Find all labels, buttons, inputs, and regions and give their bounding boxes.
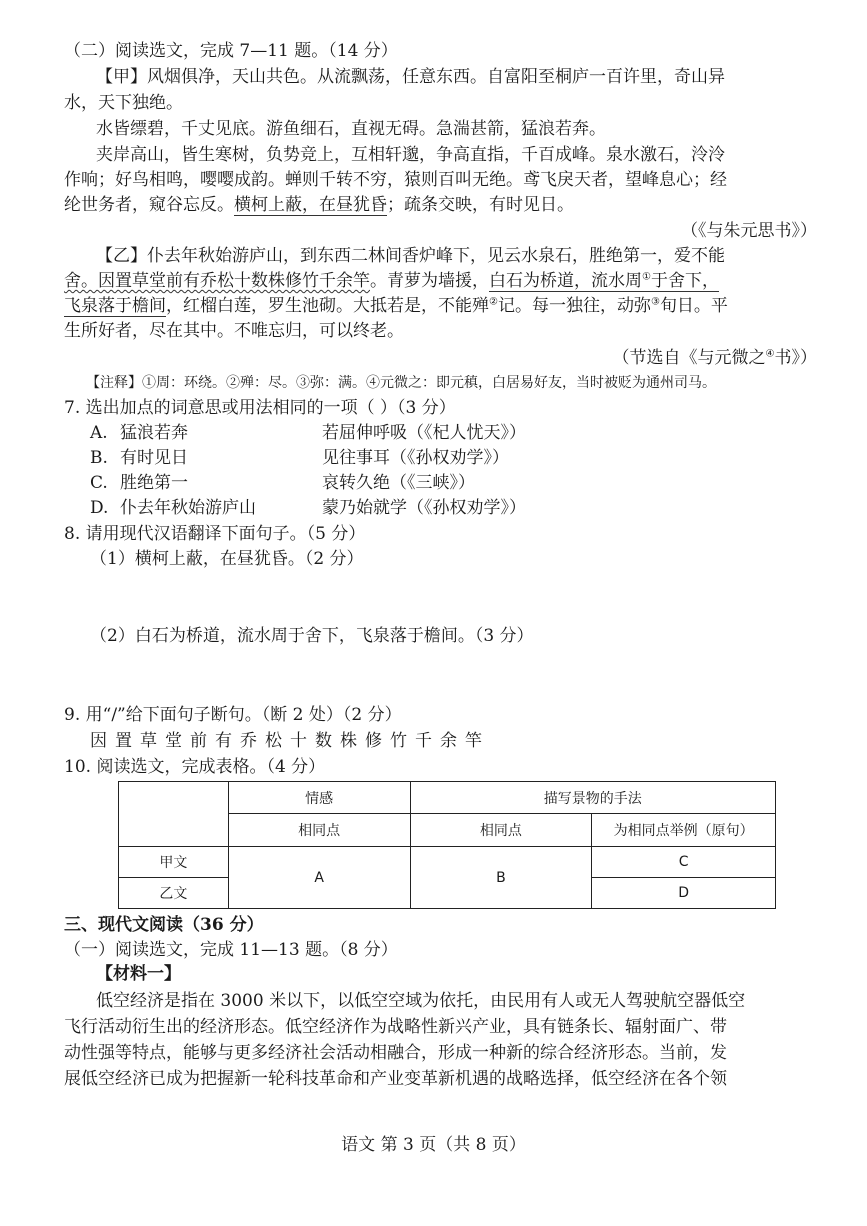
jia-line-3: 水皆缥碧，千丈见底。游鱼细石，直视无碍。急湍甚箭，猛浪若奔。: [96, 119, 606, 139]
header-same-1: 相同点: [228, 814, 410, 847]
section-three-heading: 三、现代文阅读（36 分）: [64, 915, 264, 935]
jia-line-4: 夹岸高山，皆生寒树，负势竞上，互相轩邈，争高直指，千百成峰。泉水激石，泠泠: [96, 145, 725, 165]
yi-source: （节选自《与元微之④书》）: [612, 348, 817, 368]
header-emotion: 情感: [228, 782, 410, 814]
material-line-3: 动性强等特点，能够与更多经济社会活动相融合，形成一种新的综合经济形态。当前，发: [64, 1043, 727, 1063]
header-technique: 描写景物的手法: [410, 782, 775, 814]
question-10-stem: 10. 阅读选文，完成表格。（4 分）: [64, 757, 326, 777]
jia-line-5: 作响；好鸟相鸣，嘤嘤成韵。蝉则千转不穷，猿则百叫无绝。鸢飞戾天者，望峰息心；经: [64, 170, 727, 190]
question-9-stem: 9. 用“/”给下面句子断句。（断 2 处）（2 分）: [64, 705, 402, 725]
section-two-heading: （二）阅读选文，完成 7—11 题。（14 分）: [64, 41, 398, 61]
yi-label: 【乙】: [96, 246, 147, 266]
comparison-table: [118, 781, 776, 909]
header-same-2: 相同点: [410, 814, 592, 847]
underlined-sentence: 横柯上蔽，在昼犹昏: [234, 195, 387, 215]
annotation-notes: 【注释】①周：环绕。②殚：尽。③弥：满。④元微之：即元稹，白居易好友，当时被贬为通州司马。: [86, 375, 716, 391]
question-7-stem: 7. 选出加点的词意思或用法相同的一项（ ）（3 分）: [64, 398, 456, 418]
yi-line-1: 【乙】仆去年秋始游庐山，到东西二林间香炉峰下，见云水泉石，胜绝第一，爱不能: [96, 246, 725, 266]
jia-line-1: 【甲】风烟俱净，天山共色。从流飘荡，任意东西。自富阳至桐庐一百许里，奇山异: [96, 67, 725, 87]
yi-line-3: 飞泉落于檐间，红榴白莲，罗生池砌。大抵若是，不能殚②记。每一独往，动弥③旬日。平: [64, 296, 728, 316]
jia-source: （《与朱元思书》）: [681, 221, 817, 241]
q9-sentence: 因置草堂前有乔松十数株修竹千余竿: [90, 731, 490, 751]
material-line-2: 飞行活动衍生出的经济形态。低空经济作为战略性新兴产业，具有链条长、辐射面广、带: [64, 1017, 727, 1037]
jia-label: 【甲】: [96, 67, 147, 87]
header-example: 为相同点举例（原句）: [592, 814, 776, 847]
underlined-sentence-2: 白石为桥道，流水周①于舍下，: [489, 271, 719, 291]
table-corner-cell: [119, 782, 229, 847]
cell-c: C: [592, 847, 776, 878]
material-label: 【材料一】: [96, 964, 181, 984]
row-label-jia: 甲文: [119, 847, 229, 878]
q8-sub-2: （2）白石为桥道，流水周于舍下，飞泉落于檐间。（3 分）: [90, 626, 534, 646]
page-footer: 语文 第 3 页（共 8 页）: [341, 1135, 526, 1155]
material-line-1: 低空经济是指在 3000 米以下，以低空空域为依托，由民用有人或无人驾驶航空器低空: [96, 991, 746, 1011]
q8-sub-1: （1）横柯上蔽，在昼犹昏。（2 分）: [90, 549, 364, 569]
material-line-4: 展低空经济已成为把握新一轮科技革命和产业变革新机遇的战略选择，低空经济在各个领: [64, 1069, 727, 1089]
row-label-yi: 乙文: [119, 878, 229, 909]
jia-line-2: 水，天下独绝。: [64, 93, 183, 113]
section-three-sub-heading: （一）阅读选文，完成 11—13 题。（8 分）: [64, 940, 398, 960]
yi-line-2: 舍。因置草堂前有乔松十数株修竹千余竿。青萝为墙援，白石为桥道，流水周①于舍下，: [64, 271, 719, 291]
jia-line-6: 纶世务者，窥谷忘反。横柯上蔽，在昼犹昏；疏条交映，有时见日。: [64, 195, 574, 215]
cell-a: A: [228, 847, 410, 909]
cell-b: B: [410, 847, 592, 909]
cell-d: D: [592, 878, 776, 909]
yi-line-4: 生所好者，尽在其中。不唯忘归，可以终老。: [64, 321, 404, 341]
question-8-stem: 8. 请用现代汉语翻译下面句子。（5 分）: [64, 524, 366, 544]
wavy-underlined-sentence: 舍。因置草堂前有乔松十数株修竹千余竿: [64, 271, 370, 291]
